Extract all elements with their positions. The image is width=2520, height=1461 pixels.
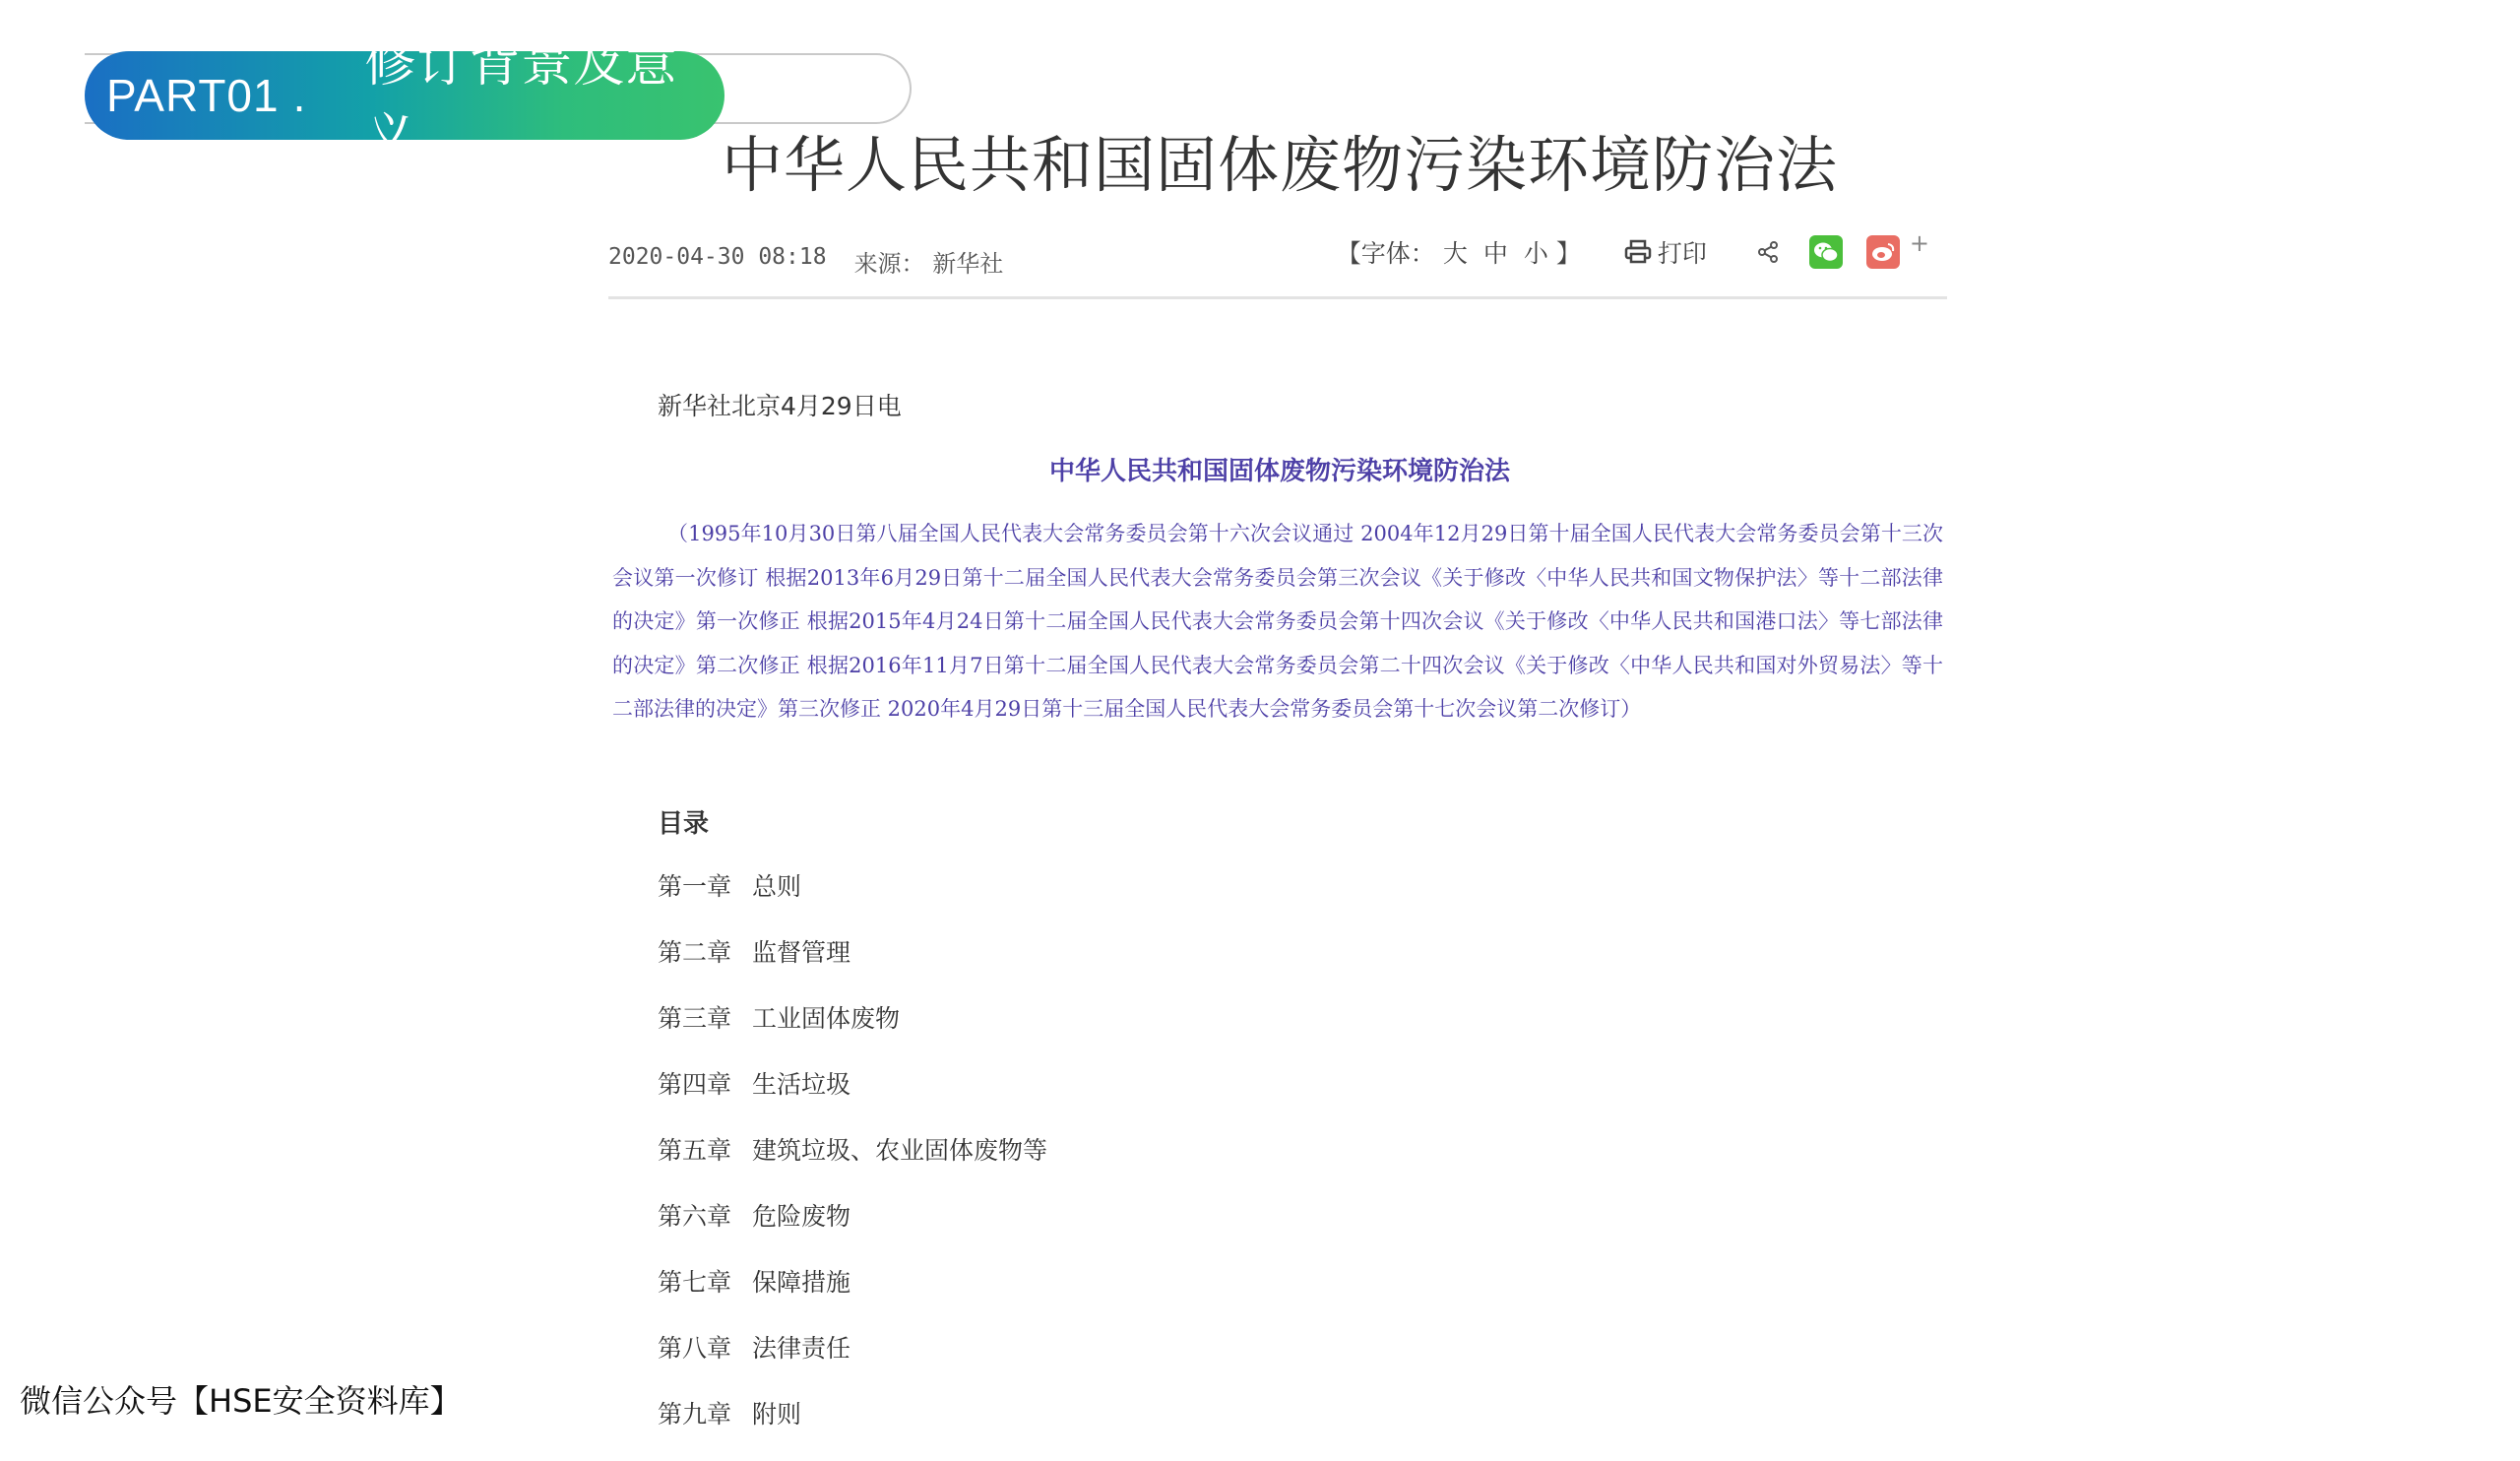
chapter-number: 第二章 bbox=[658, 938, 732, 967]
wechat-icon[interactable] bbox=[1809, 235, 1843, 269]
section-title: 修订背景及意义 bbox=[364, 34, 678, 167]
font-medium-button[interactable]: 中 bbox=[1482, 239, 1508, 268]
font-small-button[interactable]: 小 bbox=[1523, 239, 1548, 268]
chapter-name: 工业固体废物 bbox=[752, 1004, 901, 1033]
law-heading: 中华人民共和国固体废物污染环境防治法 bbox=[1048, 457, 1510, 486]
source bbox=[854, 244, 1004, 279]
toc-item bbox=[658, 1329, 1047, 1395]
toc-item bbox=[658, 933, 1047, 999]
chapter-number: 第四章 bbox=[658, 1070, 732, 1099]
article-meta-bar bbox=[608, 229, 1947, 299]
toc-item bbox=[658, 1263, 1047, 1329]
chapter-name: 危险废物 bbox=[752, 1202, 851, 1231]
chapter-name: 生活垃圾 bbox=[752, 1070, 851, 1099]
meta-info bbox=[608, 244, 1003, 279]
print-label: 打印 bbox=[1657, 239, 1707, 268]
toc-item bbox=[658, 867, 1047, 933]
weibo-icon[interactable] bbox=[1866, 235, 1900, 269]
revision-history: （1995年10月30日第八届全国人民代表大会常务委员会第十六次会议通过 2004年12月29日第十届全国人民代表大会常务委员会第十三次会议第一次修订 根据2013年6月29日第十二届全国人民代表大会常务委员会第三次会议《关于修改〈中华人民共和国文物保护法〉等十二部法律的决定》第一次修正 根据2015年4月24日第十二届全国人民代表大会常务委员会第十四次会议《关于修改〈中华人民共和国港口法〉等七部法律的决定》第二次修正 根据2016年11月7日第十二届全国人民代表大会常务委员会第二十四次会议《关于修改〈中华人民共和国对外贸易法〉等十二部法律的决定》第三次修正 2020年4月29日第十三届全国人民代表大会常务委员会第十七次会议第二次修订） bbox=[612, 522, 1943, 721]
chapter-number: 第三章 bbox=[658, 1004, 732, 1033]
chapter-number: 第八章 bbox=[658, 1334, 732, 1363]
chapter-name: 保障措施 bbox=[752, 1268, 851, 1297]
toc-item bbox=[658, 1065, 1047, 1131]
font-size-control bbox=[1337, 234, 1581, 270]
font-size-bracket-close: 】 bbox=[1555, 239, 1581, 268]
toc-item bbox=[658, 1131, 1047, 1197]
table-of-contents bbox=[658, 867, 1047, 1461]
toc-item bbox=[658, 1395, 1047, 1461]
chapter-name: 附则 bbox=[752, 1400, 802, 1429]
footer-watermark: 微信公众号【HSE安全资料库】 bbox=[20, 1382, 462, 1420]
share-icon[interactable] bbox=[1756, 240, 1780, 264]
toc-title: 目录 bbox=[658, 809, 710, 839]
toc-item bbox=[658, 1197, 1047, 1263]
chapter-number: 第六章 bbox=[658, 1202, 732, 1231]
print-icon bbox=[1624, 239, 1652, 265]
chapter-number: 第五章 bbox=[658, 1136, 732, 1165]
print-button[interactable] bbox=[1624, 234, 1707, 270]
chapter-number: 第一章 bbox=[658, 872, 732, 901]
chapter-name: 总则 bbox=[752, 872, 802, 901]
chapter-name: 建筑垃圾、农业固体废物等 bbox=[752, 1136, 1048, 1165]
font-large-button[interactable]: 大 bbox=[1442, 239, 1468, 268]
dateline: 新华社北京4月29日电 bbox=[658, 392, 902, 420]
chapter-name: 监督管理 bbox=[752, 938, 851, 967]
part-label: PART01 bbox=[106, 70, 280, 121]
article-tools bbox=[1336, 229, 1929, 270]
chapter-number: 第九章 bbox=[658, 1400, 732, 1429]
plus-icon[interactable]: + bbox=[1909, 229, 1929, 257]
chapter-number: 第七章 bbox=[658, 1268, 732, 1297]
part-dot: . bbox=[292, 70, 306, 121]
toc-item bbox=[658, 999, 1047, 1065]
publish-date: 2020-04-30 08:18 bbox=[608, 244, 827, 270]
source-label: 来源： bbox=[853, 250, 925, 278]
font-size-label: 【字体： bbox=[1336, 239, 1435, 268]
chapter-name: 法律责任 bbox=[752, 1334, 851, 1363]
article-title: 中华人民共和国固体废物污染环境防治法 bbox=[721, 129, 1838, 201]
source-name: 新华社 bbox=[932, 250, 1004, 278]
